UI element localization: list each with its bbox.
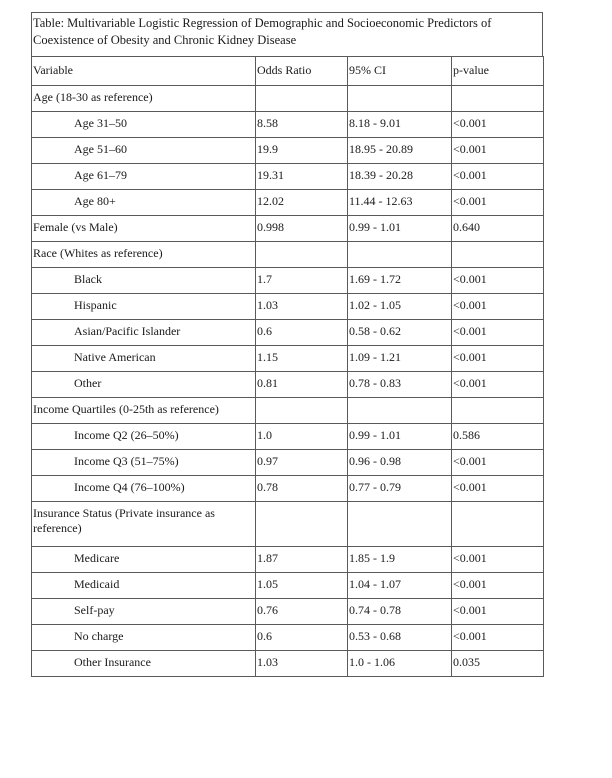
p-value-cell: <0.001 (452, 372, 544, 398)
table-row (32, 138, 544, 164)
p-value-cell: 0.035 (452, 651, 544, 677)
ci-cell: 1.04 - 1.07 (348, 573, 452, 599)
ci-cell: 0.78 - 0.83 (348, 372, 452, 398)
ci-cell: 18.95 - 20.89 (348, 138, 452, 164)
table-row (32, 599, 544, 625)
group-row-insurance (32, 502, 544, 547)
odds-ratio-cell: 1.7 (256, 268, 348, 294)
group-label: Income Quartiles (0-25th as reference) (32, 398, 256, 424)
row-label: Hispanic (32, 294, 256, 320)
odds-ratio-cell: 1.15 (256, 346, 348, 372)
table-row (32, 372, 544, 398)
ci-cell: 0.74 - 0.78 (348, 599, 452, 625)
row-label: Age 51–60 (32, 138, 256, 164)
row-label: Other (32, 372, 256, 398)
table-row (32, 547, 544, 573)
p-value-cell: <0.001 (452, 476, 544, 502)
group-row-race (32, 242, 544, 268)
row-label: Asian/Pacific Islander (32, 320, 256, 346)
odds-ratio-cell: 0.81 (256, 372, 348, 398)
ci-cell: 18.39 - 20.28 (348, 164, 452, 190)
odds-ratio-cell: 1.05 (256, 573, 348, 599)
row-label: Native American (32, 346, 256, 372)
group-label: Insurance Status (Private insurance as reference) (32, 502, 256, 547)
row-label: Other Insurance (32, 651, 256, 677)
row-label: Income Q2 (26–50%) (32, 424, 256, 450)
row-label: Age 61–79 (32, 164, 256, 190)
ci-cell: 0.96 - 0.98 (348, 450, 452, 476)
odds-ratio-cell: 1.03 (256, 651, 348, 677)
p-value-cell: <0.001 (452, 138, 544, 164)
table-row (32, 625, 544, 651)
p-value-cell: <0.001 (452, 450, 544, 476)
odds-ratio-cell: 1.03 (256, 294, 348, 320)
table-row (32, 320, 544, 346)
odds-ratio-cell: 1.87 (256, 547, 348, 573)
p-value-cell: <0.001 (452, 294, 544, 320)
ci-cell: 1.0 - 1.06 (348, 651, 452, 677)
p-value-cell: <0.001 (452, 573, 544, 599)
p-value-cell: 0.586 (452, 424, 544, 450)
odds-ratio-cell: 0.6 (256, 625, 348, 651)
p-value-cell: <0.001 (452, 346, 544, 372)
row-label: Age 31–50 (32, 112, 256, 138)
odds-ratio-cell: 8.58 (256, 112, 348, 138)
table-row (32, 450, 544, 476)
header-row (32, 57, 544, 86)
group-row-age (32, 86, 544, 112)
row-label: Black (32, 268, 256, 294)
p-value-cell: <0.001 (452, 320, 544, 346)
ci-cell: 11.44 - 12.63 (348, 190, 452, 216)
row-label: Income Q3 (51–75%) (32, 450, 256, 476)
odds-ratio-cell: 0.97 (256, 450, 348, 476)
table-row (32, 164, 544, 190)
regression-table-container (31, 12, 543, 677)
table-row (32, 651, 544, 677)
p-value-cell: <0.001 (452, 268, 544, 294)
group-label: Race (Whites as reference) (32, 242, 256, 268)
p-value-cell: <0.001 (452, 625, 544, 651)
group-label: Age (18-30 as reference) (32, 86, 256, 112)
ci-cell: 8.18 - 9.01 (348, 112, 452, 138)
table-row (32, 268, 544, 294)
odds-ratio-cell: 0.6 (256, 320, 348, 346)
row-label: Female (vs Male) (32, 216, 256, 242)
header-p-value: p-value (452, 57, 544, 86)
header-variable: Variable (32, 57, 256, 86)
regression-table (31, 56, 544, 677)
group-row-income (32, 398, 544, 424)
row-label: Self-pay (32, 599, 256, 625)
ci-cell: 0.77 - 0.79 (348, 476, 452, 502)
odds-ratio-cell: 19.31 (256, 164, 348, 190)
table-row (32, 476, 544, 502)
row-label: No charge (32, 625, 256, 651)
odds-ratio-cell: 1.0 (256, 424, 348, 450)
row-label: Age 80+ (32, 190, 256, 216)
p-value-cell: <0.001 (452, 547, 544, 573)
row-label: Income Q4 (76–100%) (32, 476, 256, 502)
p-value-cell: 0.640 (452, 216, 544, 242)
ci-cell: 1.02 - 1.05 (348, 294, 452, 320)
odds-ratio-cell: 0.76 (256, 599, 348, 625)
odds-ratio-cell: 0.78 (256, 476, 348, 502)
ci-cell: 1.09 - 1.21 (348, 346, 452, 372)
row-label: Medicare (32, 547, 256, 573)
ci-cell: 0.58 - 0.62 (348, 320, 452, 346)
table-row (32, 190, 544, 216)
ci-cell: 1.69 - 1.72 (348, 268, 452, 294)
odds-ratio-cell: 12.02 (256, 190, 348, 216)
table-row (32, 294, 544, 320)
ci-cell: 0.99 - 1.01 (348, 424, 452, 450)
table-caption: Table: Multivariable Logistic Regression of Demographic and Socioeconomic Predictors of Coexistence of Obesity and Chronic Kidney Disease (31, 12, 543, 56)
p-value-cell: <0.001 (452, 112, 544, 138)
table-row (32, 346, 544, 372)
odds-ratio-cell: 19.9 (256, 138, 348, 164)
ci-cell: 0.53 - 0.68 (348, 625, 452, 651)
table-row (32, 424, 544, 450)
header-ci: 95% CI (348, 57, 452, 86)
table-row (32, 573, 544, 599)
odds-ratio-cell: 0.998 (256, 216, 348, 242)
p-value-cell: <0.001 (452, 190, 544, 216)
p-value-cell: <0.001 (452, 599, 544, 625)
p-value-cell: <0.001 (452, 164, 544, 190)
table-row (32, 112, 544, 138)
ci-cell: 0.99 - 1.01 (348, 216, 452, 242)
ci-cell: 1.85 - 1.9 (348, 547, 452, 573)
row-label: Medicaid (32, 573, 256, 599)
header-odds-ratio: Odds Ratio (256, 57, 348, 86)
table-row (32, 216, 544, 242)
